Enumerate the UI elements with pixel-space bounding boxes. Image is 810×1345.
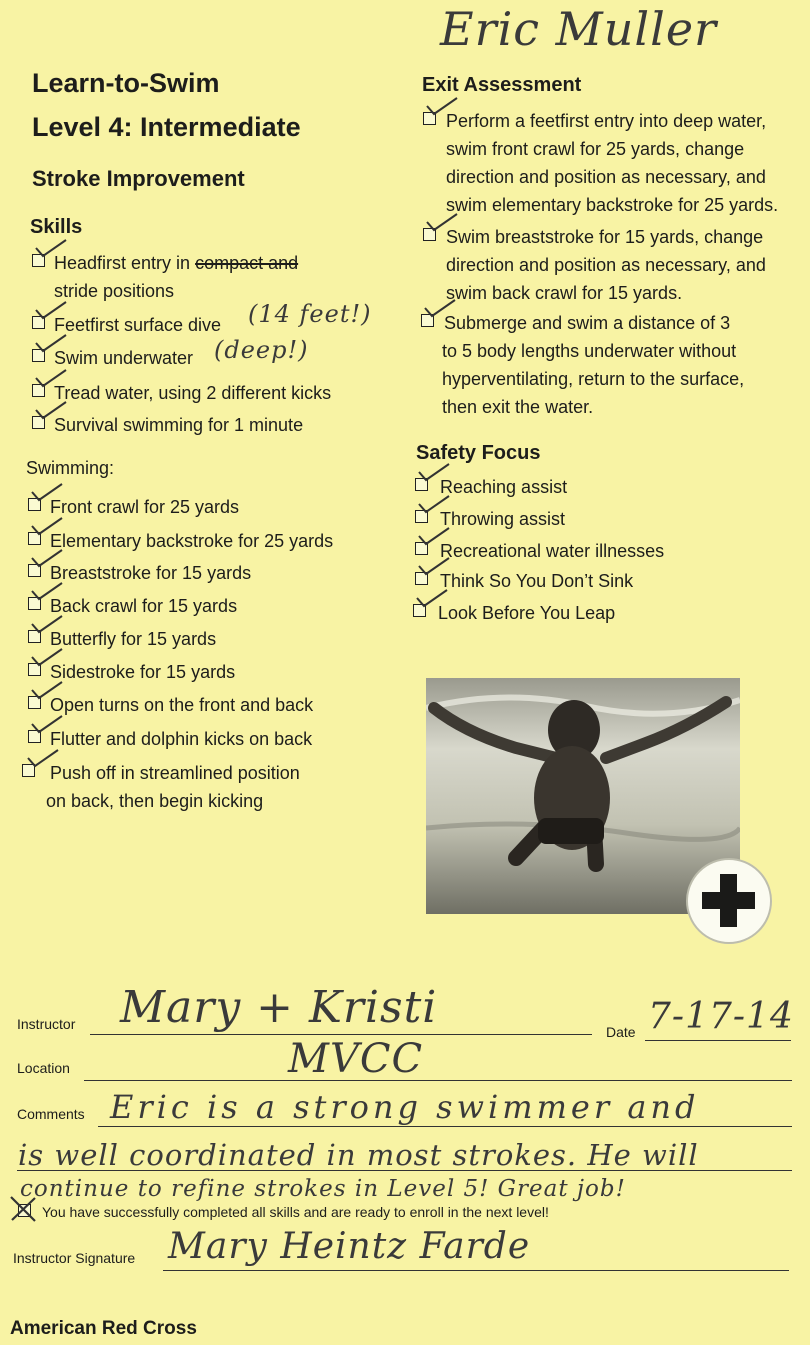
title-line-1: Learn-to-Swim [32, 68, 220, 98]
exit-item-line: swim back crawl for 15 yards. [446, 283, 683, 303]
safety-item: Throwing assist [440, 509, 566, 529]
swimming-item: Butterfly for 15 yards [50, 629, 217, 649]
swimming-heading: Swimming: [26, 458, 115, 478]
safety-item: Reaching assist [440, 477, 568, 497]
safety-item: Think So You Don’t Sink [440, 571, 634, 591]
x-mark-icon [8, 1194, 38, 1224]
exit-item-line: Swim breaststroke for 15 yards, change [446, 227, 764, 247]
comment-line[interactable]: continue to refine strokes in Level 5! Great job! [20, 1176, 626, 1202]
swimming-item: Sidestroke for 15 yards [50, 662, 236, 682]
instructor-value[interactable]: Mary + Kristi [120, 982, 438, 1033]
comments-line-1 [98, 1126, 792, 1127]
exit-item-line: to 5 body lengths underwater without [442, 341, 737, 361]
skill-item: Survival swimming for 1 minute [54, 415, 304, 435]
title-line-2: Level 4: Intermediate [32, 112, 301, 142]
red-cross-logo-icon [686, 858, 772, 944]
location-label: Location [17, 1060, 70, 1076]
exit-assessment-heading: Exit Assessment [422, 74, 582, 96]
swimming-item: Breaststroke for 15 yards [50, 563, 252, 583]
skill-item [54, 250, 298, 276]
exit-item-line: swim front crawl for 25 yards, change [446, 139, 745, 159]
skill-item: Feetfirst surface dive [54, 315, 222, 335]
swimming-item: Elementary backstroke for 25 yards [50, 531, 334, 551]
date-line [645, 1040, 791, 1041]
struck-text: compact and [195, 253, 299, 273]
skill-item-line2: stride positions [54, 281, 175, 301]
safety-item: Look Before You Leap [438, 603, 616, 623]
signature-value[interactable]: Mary Heintz Farde [168, 1226, 531, 1267]
skill-item: Tread water, using 2 different kicks [54, 383, 332, 403]
swimming-item: Back crawl for 15 yards [50, 596, 238, 616]
safety-item: Recreational water illnesses [440, 541, 665, 561]
comment-line[interactable]: Eric is a strong swimmer and [110, 1088, 700, 1126]
location-value[interactable]: MVCC [288, 1036, 424, 1082]
exit-item-line: Submerge and swim a distance of 3 [444, 313, 731, 333]
exit-item-line: direction and position as necessary, and [446, 255, 766, 275]
signature-line [163, 1270, 789, 1271]
swimming-item-line2: on back, then begin kicking [46, 791, 264, 811]
skill-text: Headfirst entry in [54, 253, 196, 273]
swimming-item: Push off in streamlined position [50, 763, 300, 783]
swimming-item: Open turns on the front and back [50, 695, 314, 715]
completion-text: You have successfully completed all skills and are ready to enroll in the next level! [42, 1204, 549, 1220]
section-title: Stroke Improvement [32, 166, 245, 191]
instructor-line [90, 1034, 592, 1035]
swimming-item: Front crawl for 25 yards [50, 497, 240, 517]
exit-item-line: then exit the water. [442, 397, 594, 417]
signature-label: Instructor Signature [13, 1250, 136, 1266]
exit-item-line: Perform a feetfirst entry into deep water, [446, 111, 767, 131]
skill-item: Swim underwater [54, 348, 194, 368]
cross-horizontal [702, 892, 755, 909]
footer-brand: American Red Cross [10, 1318, 197, 1339]
location-line [84, 1080, 792, 1081]
exit-item-line: direction and position as necessary, and [446, 167, 766, 187]
exit-item-line: swim elementary backstroke for 25 yards. [446, 195, 779, 215]
safety-focus-heading: Safety Focus [416, 442, 541, 464]
instructor-label: Instructor [17, 1016, 76, 1032]
handwritten-note: (deep!) [214, 336, 309, 364]
date-value[interactable]: 7-17-14 [648, 996, 794, 1037]
date-label: Date [606, 1024, 636, 1040]
swimming-item: Flutter and dolphin kicks on back [50, 729, 313, 749]
skills-heading: Skills [30, 216, 83, 238]
exit-item-line: hyperventilating, return to the surface, [442, 369, 745, 389]
student-name: Eric Muller [440, 2, 718, 56]
comment-line[interactable]: is well coordinated in most strokes. He will [18, 1138, 699, 1172]
comments-label: Comments [17, 1106, 85, 1122]
handwritten-note: (14 feet!) [248, 300, 372, 328]
